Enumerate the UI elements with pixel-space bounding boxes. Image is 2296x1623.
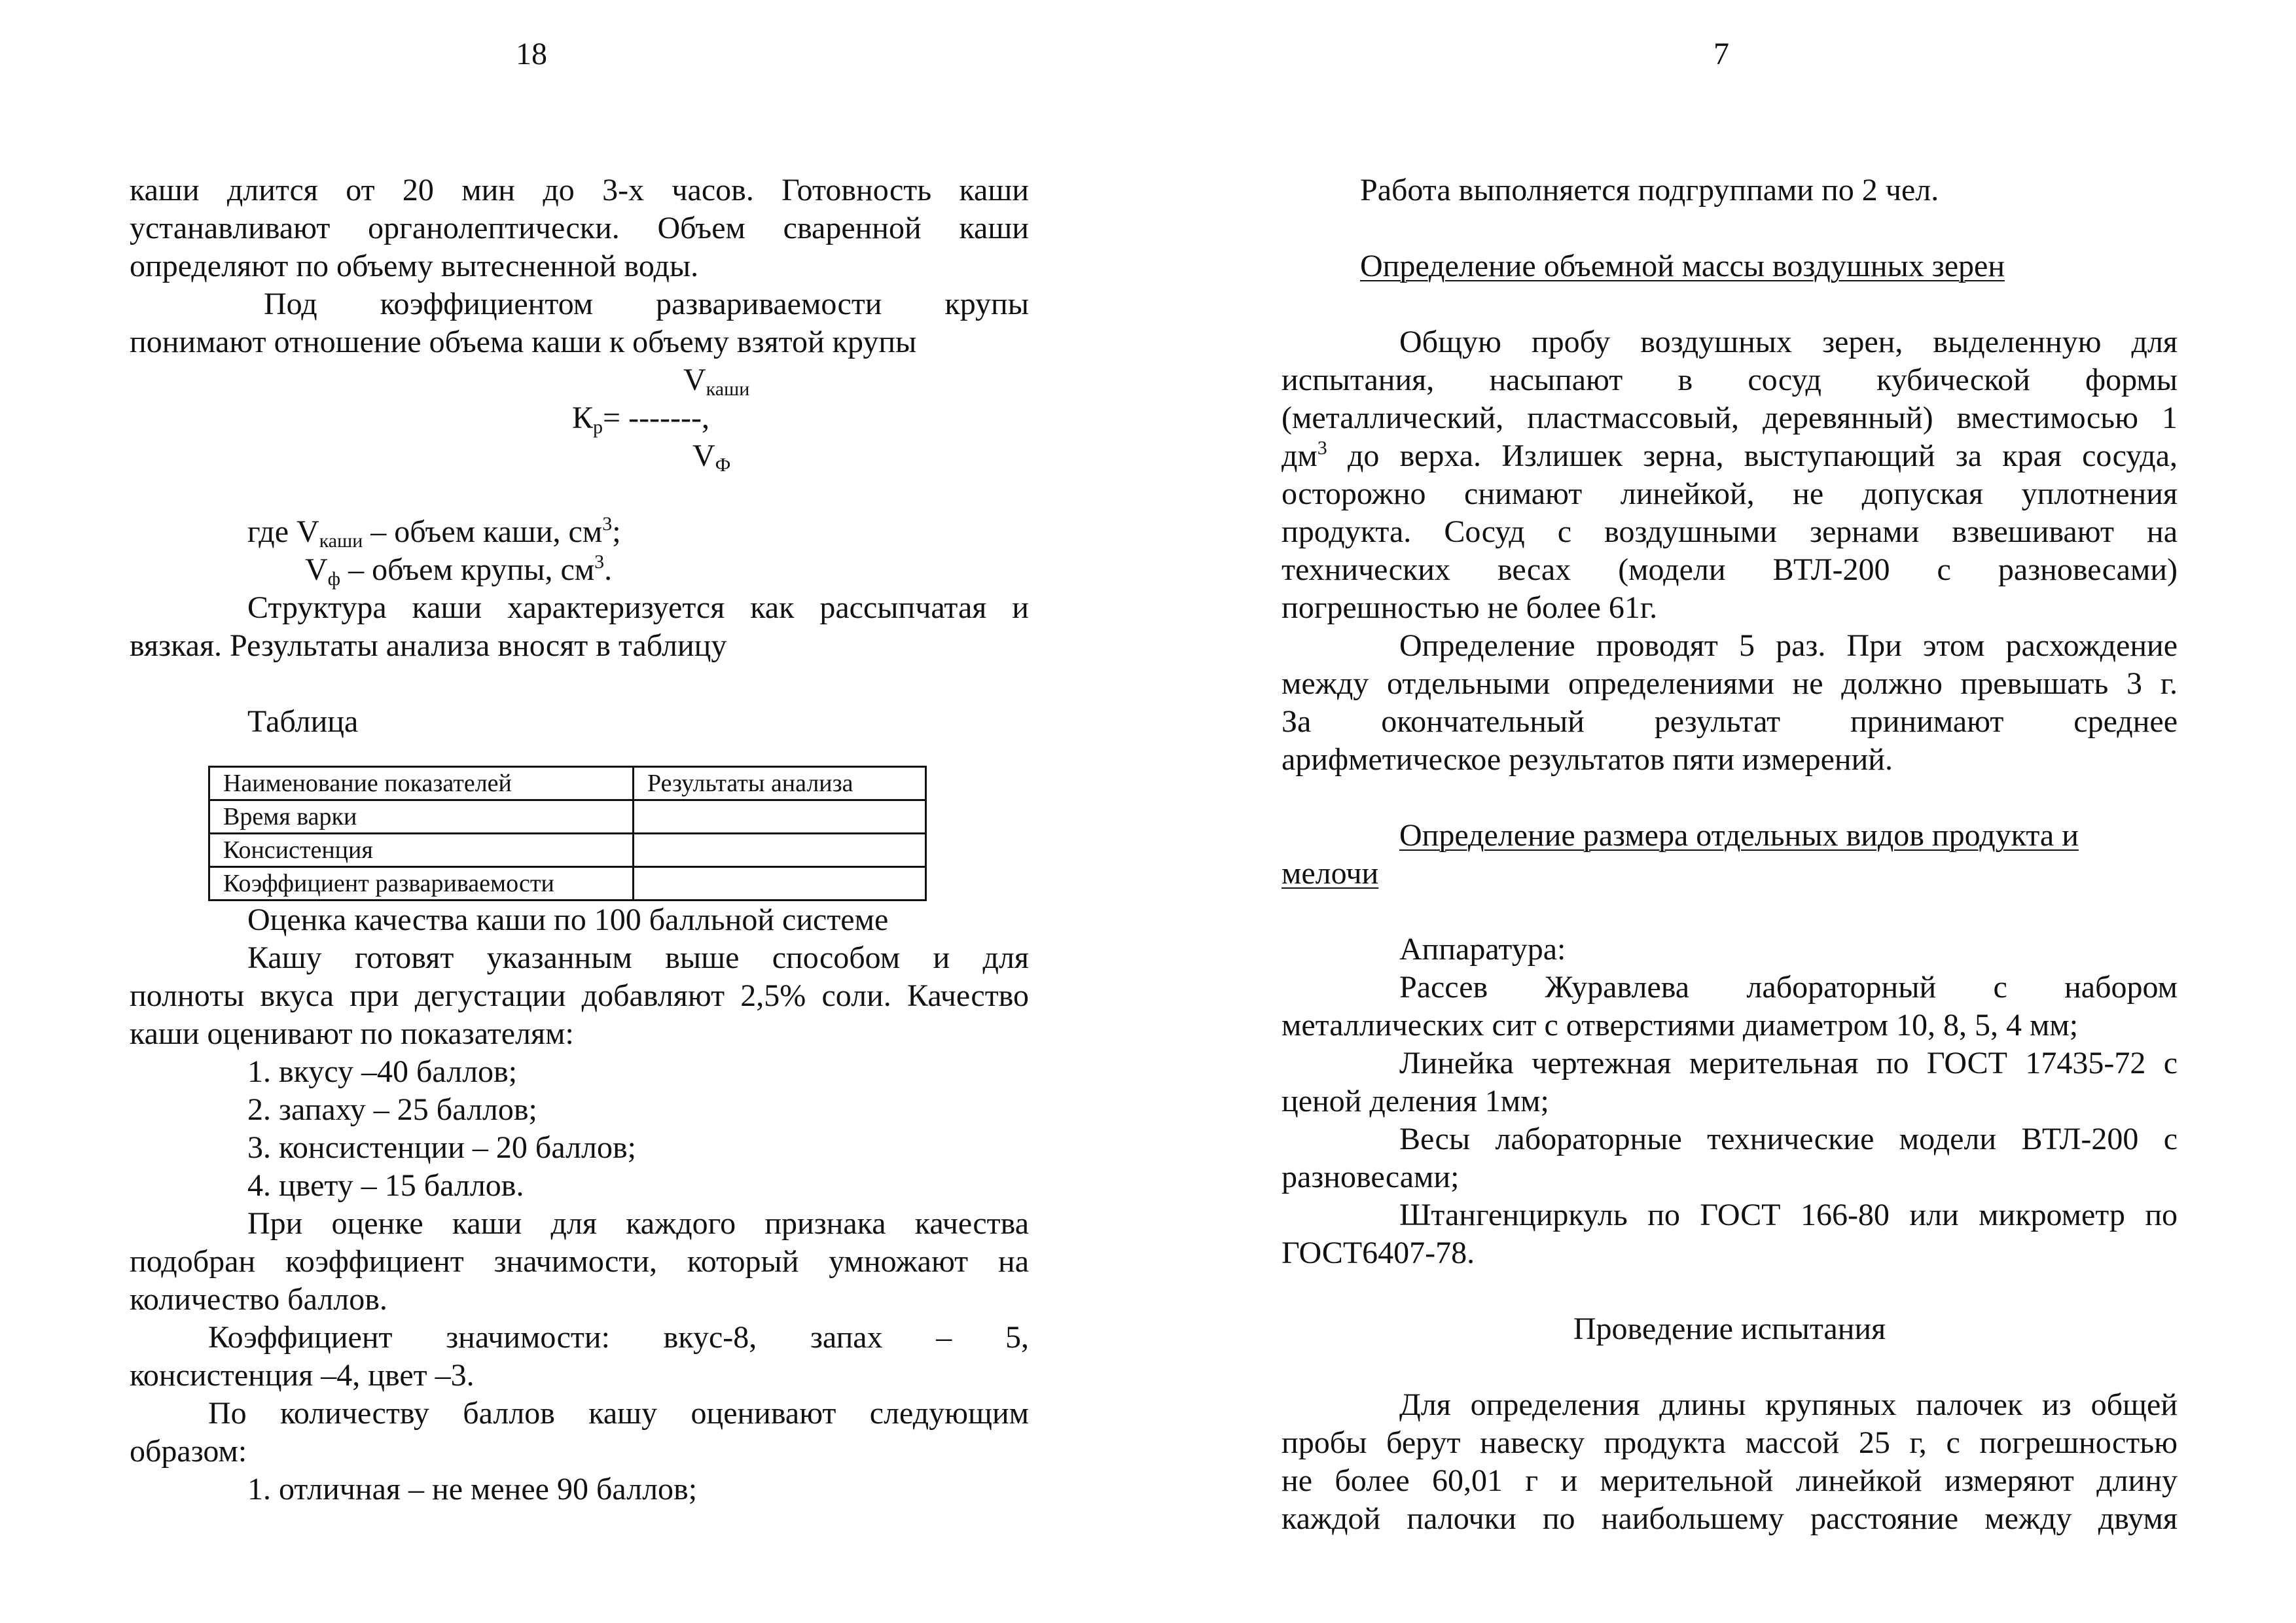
list-item: 1. отличная – не менее 90 баллов; <box>247 1472 698 1507</box>
section-heading-cont: мелочи <box>1282 856 1379 891</box>
paragraph-line: ГОСТ6407-78. <box>1282 1236 1475 1270</box>
table-cell <box>634 800 926 834</box>
definition-line: где $V_{каши}$ – объем каши, $см^3$; <box>247 513 621 552</box>
paragraph-line: понимают отношение объема каши к объему взятой крупы <box>130 325 917 359</box>
paragraph-line: консистенция –4, цвет –3. <box>130 1358 475 1393</box>
table-header-cell: Наименование показателей <box>209 767 634 800</box>
paragraph-line: пробы берут навеску продукта массой 25 г, с погрешностью <box>1282 1425 2178 1460</box>
paragraph-line: каждой палочки по наибольшему расстояние между двумя <box>1282 1501 2178 1536</box>
paragraph-line: Под коэффициентом развариваемости крупы <box>264 287 1029 321</box>
paragraph-line: разновесами; <box>1282 1160 1460 1194</box>
formula-numerator: $V_{каши}$ <box>683 363 750 400</box>
paragraph-line: испытания, насыпают в сосуд кубической формы <box>1282 363 2178 397</box>
paragraph-line: полноты вкуса при дегустации добавляют 2,5% соли. Качество <box>130 978 1029 1013</box>
paragraph-line: не более 60,01 г и мерительной линейкой измеряют длину <box>1282 1463 2178 1498</box>
paragraph-line: Оценка качества каши по 100 балльной системе <box>247 902 889 937</box>
paragraph-line: Рассев Журавлева лабораторный с набором <box>1399 970 2178 1005</box>
left-page: 18 каши длится от 20 мин до 3-х часов. Готовность каши устанавливают органолептически. Объем сваренной каши определяют по объему вытесненной воды. Под коэффициентом развариваемости крупы понимают отношение объема каши к объему взятой крупы $V_{каши}$ $К_р=$ -------, $V_Ф$ где $V_{каши}$ – объем каши, $см^3$; $V_ф$ – объем крупы, $см^3$. Структура каши характеризуется как рассыпчатая и вязкая. Результаты анализа вносят в таблицу Таблица Наименование показателей Результаты анализа Время варки Консистенция Коэффициент развариваемости Оценка качества каши по 100 балльной системе Кашу готовят указанным выше способом и для полноты вкуса при дегустации добавляют 2,5% соли. Качество каши оценивают по показателям: 1. вкусу –40 баллов; 2. запаху – 25 баллов; 3. консистенции – 20 баллов; 4. цвету – 15 баллов. При оценке каши для каждого признака качества подобран коэффициент значимости, который умножают на количество баллов. Коэффициент значимости: вкус-8, запах – 5, консистенция –4, цвет –3. По количеству баллов кашу оценивают следующим образом: 1. отличная – не менее 90 баллов; <box>130 0 1029 1623</box>
grades-list <box>130 1471 1029 1508</box>
paragraph-line: подобран коэффициент значимости, который умножают на <box>130 1244 1029 1279</box>
paragraph-line: Для определения длины крупяных палочек из общей <box>1399 1387 2178 1422</box>
table-row <box>209 800 926 834</box>
paragraph-line: погрешностью не более 61г. <box>1282 590 1658 625</box>
table-header-cell: Результаты анализа <box>634 767 926 800</box>
paragraph-line: (металлический, пластмассовый, деревянный) вместимосью 1 <box>1282 401 2178 435</box>
paragraph-line: образом: <box>130 1434 247 1469</box>
section-heading: Определение объемной массы воздушных зерен <box>1360 249 2005 283</box>
definition-line: $V_ф$ – объем крупы, $см^3$. <box>305 551 613 590</box>
paragraph-line: вязкая. Результаты анализа вносят в таблицу <box>130 628 727 663</box>
list-item: 2. запаху – 25 баллов; <box>247 1092 537 1127</box>
paragraph-line: между отдельными определениями не должно превышать 3 г. <box>1282 666 2178 701</box>
paragraph-line: каши оценивают по показателям: <box>130 1016 574 1051</box>
paragraph-line: технических весах (модели ВТЛ-200 с разновесами) <box>1282 552 2178 587</box>
table-header-row <box>209 767 926 800</box>
table-label: Таблица <box>247 704 359 739</box>
paragraph-line: Работа выполняется подгруппами по 2 чел. <box>1360 173 1939 207</box>
section-heading: Определение размера отдельных видов продукта и <box>1399 818 2079 853</box>
paragraph-line: Общую пробу воздушных зерен, выделенную для <box>1399 325 2178 359</box>
formula-kr <box>130 361 1029 475</box>
list-item: 1. вкусу –40 баллов; <box>247 1054 518 1089</box>
paragraph-line: ценой деления 1мм; <box>1282 1084 1549 1118</box>
table-cell <box>634 834 926 867</box>
paragraph-line: Определение проводят 5 раз. При этом расхождение <box>1399 628 2178 663</box>
paragraph-line: Кашу готовят указанным выше способом и для <box>247 940 1029 975</box>
right-page-content <box>1282 171 2178 1538</box>
list-item: 3. консистенции – 20 баллов; <box>247 1130 636 1165</box>
table-cell: Время варки <box>209 800 634 834</box>
table-row <box>209 867 926 901</box>
right-page: 7 Работа выполняется подгруппами по 2 чел. Определение объемной массы воздушных зерен Общую пробу воздушных зерен, выделенную для испытания, насыпают в сосуд кубической формы (металлический, пластмассовый, деревянный) вместимосью 1 $дм^3$ до верха. Излишек зерна, выступающий за края сосуда, осторожно снимают линейкой, не допуская уплотнения продукта. Сосуд с воздушными зернами взвешивают на технических весах (модели ВТЛ-200 с разновесами) погрешностью не более 61г. Определение проводят 5 раз. При этом расхождение между отдельными определениями не должно превышать 3 г. За окончательный результат принимают среднее арифметическое результатов пяти измерений. Определение размера отдельных видов продукта и мелочи Аппаратура: Рассев Журавлева лабораторный с набором металлических сит с отверстиями диаметром 10, 8, 5, 4 мм; Линейка чертежная мерительная по ГОСТ 17435-72 с ценой деления 1мм; Весы лабораторные технические модели ВТЛ-200 с разновесами; Штангенциркуль по ГОСТ 166-80 или микрометр по ГОСТ6407-78. Проведение испытания Для определения длины крупяных палочек из общей пробы берут навеску продукта массой 25 г, с погрешностью не более 60,01 г и мерительной линейкой измеряют длину каждой палочки по наибольшему расстояние между двумя <box>1282 0 2178 1623</box>
analysis-table <box>208 766 927 901</box>
paragraph-line: устанавливают органолептически. Объем сваренной каши <box>130 211 1029 245</box>
paragraph-line: определяют по объему вытесненной воды. <box>130 249 699 283</box>
left-page-content <box>130 171 1029 1508</box>
paragraph-line: Линейка чертежная мерительная по ГОСТ 17435-72 с <box>1399 1046 2178 1080</box>
paragraph-line: Штангенциркуль по ГОСТ 166-80 или микрометр по <box>1399 1198 2178 1232</box>
criteria-list <box>130 1053 1029 1205</box>
paragraph-line: Коэффициент значимости: вкус-8, запах – 5, <box>208 1320 1029 1355</box>
paragraph-line: При оценке каши для каждого признака качества <box>247 1206 1029 1241</box>
formula-lhs: $К_р=$ -------, <box>572 401 709 438</box>
paragraph-line: металлических сит с отверстиями диаметром 10, 8, 5, 4 мм; <box>1282 1008 2079 1043</box>
paragraph-line: осторожно снимают линейкой, не допуская уплотнения <box>1282 476 2178 511</box>
table-cell: Коэффициент развариваемости <box>209 867 634 901</box>
apparatus-label: Аппаратура: <box>1399 932 1566 967</box>
paragraph-line: $дм^3$ до верха. Излишек зерна, выступающий за края сосуда, <box>1282 437 2178 473</box>
paragraph-line: количество баллов. <box>130 1282 387 1317</box>
paragraph-line: Структура каши характеризуется как рассыпчатая и <box>247 590 1029 625</box>
paragraph-line: продукта. Сосуд с воздушными зернами взвешивают на <box>1282 514 2178 549</box>
paragraph-line: За окончательный результат принимают среднее <box>1282 704 2178 739</box>
list-item: 4. цвету – 15 баллов. <box>247 1168 524 1203</box>
formula-denominator: $V_Ф$ <box>692 438 731 476</box>
table-cell <box>634 867 926 901</box>
section-heading: Проведение испытания <box>1573 1311 1886 1346</box>
paragraph-line: арифметическое результатов пяти измерений. <box>1282 742 1893 777</box>
table-row <box>209 834 926 867</box>
paragraph-line: каши длится от 20 мин до 3-х часов. Готовность каши <box>130 173 1029 207</box>
paragraph-line: Весы лабораторные технические модели ВТЛ-200 с <box>1399 1122 2178 1156</box>
table-cell: Консистенция <box>209 834 634 867</box>
paragraph-line: По количеству баллов кашу оценивают следующим <box>208 1396 1029 1431</box>
